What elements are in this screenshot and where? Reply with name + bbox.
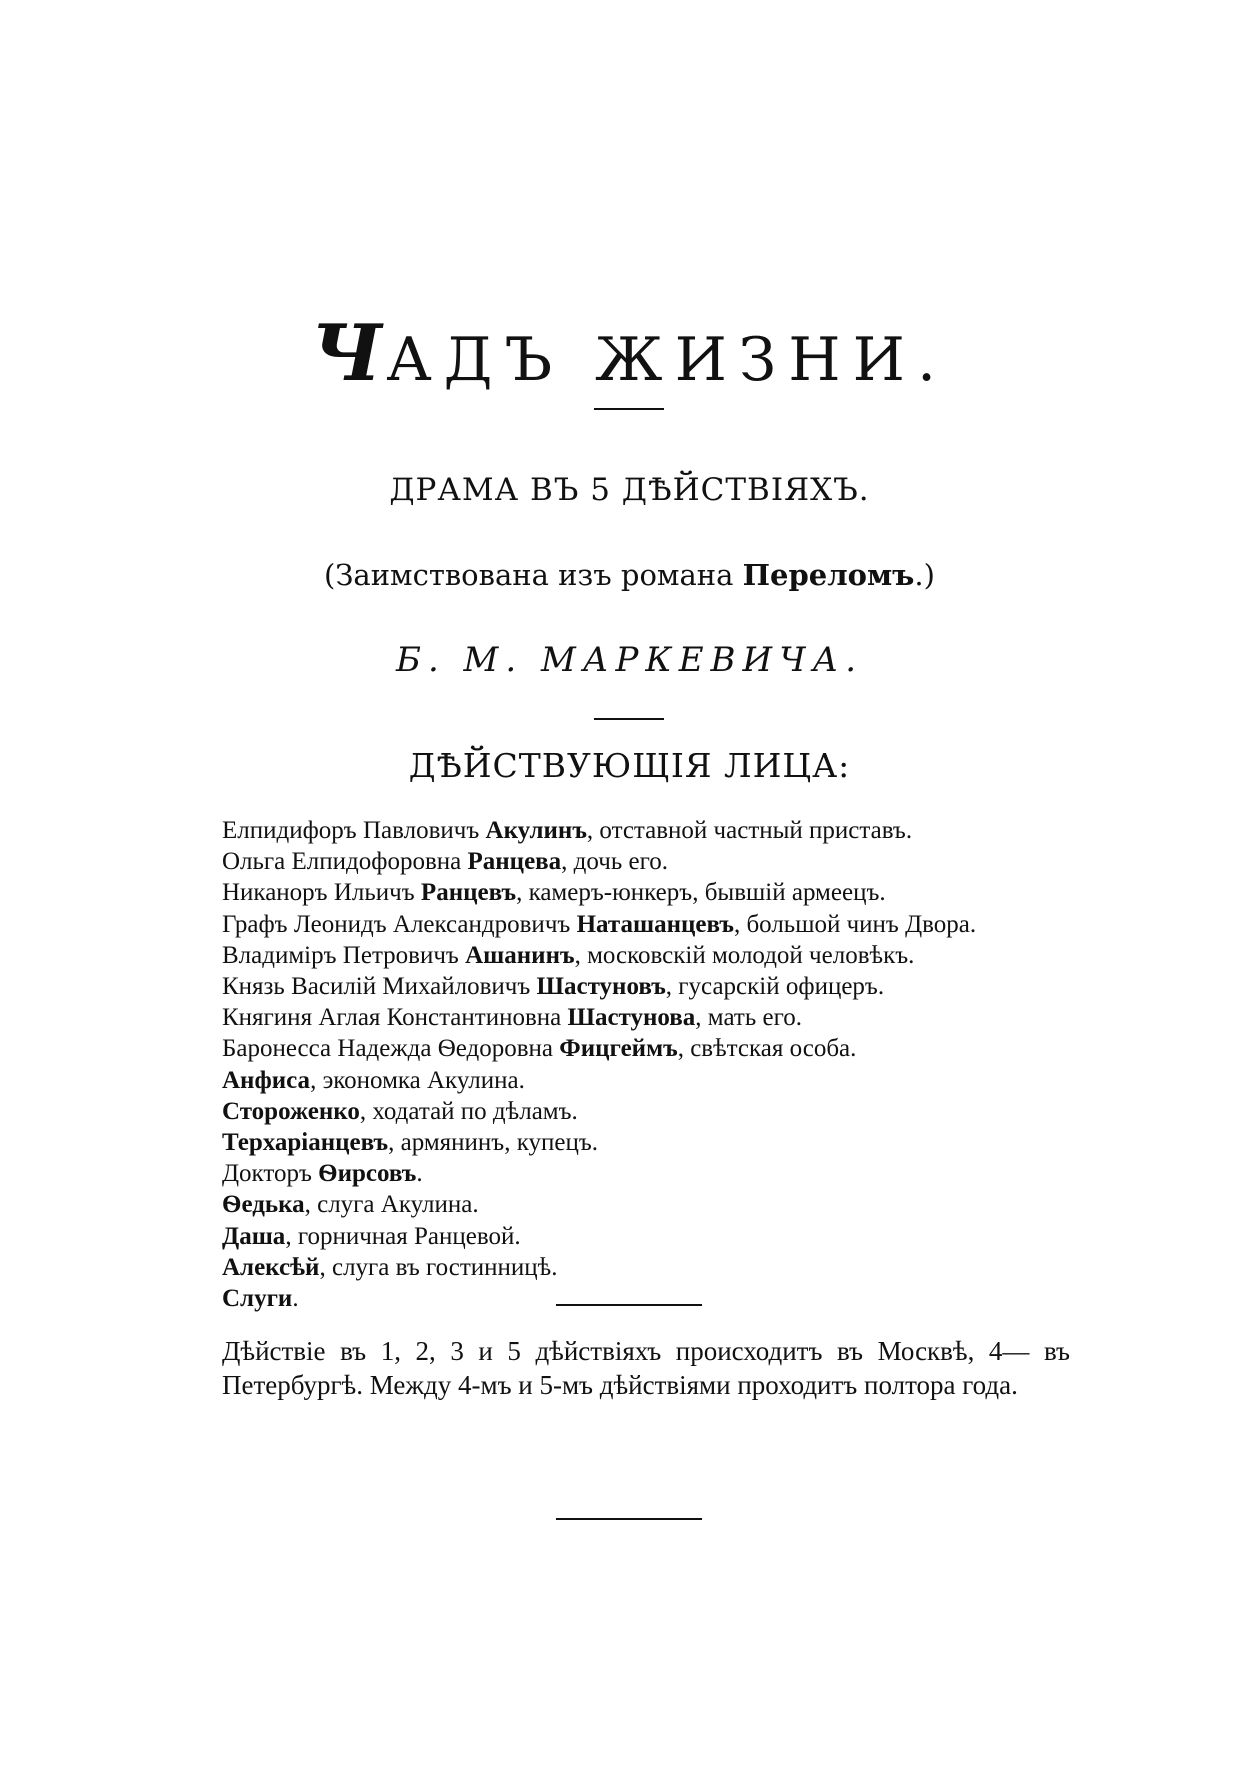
author-line: Б. М. МАРКЕВИЧА. [395, 640, 864, 680]
cast-member-name: Шастуновъ [536, 973, 666, 1001]
cast-member-name: Фицгеймъ [559, 1035, 678, 1063]
cast-member-name: Стороженко [222, 1097, 360, 1125]
cast-member-description: , армянинъ, купецъ. [388, 1129, 599, 1157]
cast-member [222, 909, 1102, 940]
divider-rule [556, 1304, 702, 1306]
cast-member [222, 1033, 1102, 1064]
cast-member-prefix: Владиміръ Петровичъ [222, 941, 466, 969]
cast-member-prefix: Баронесса Надежда Ѳедоровна [222, 1035, 560, 1063]
cast-member-description: , отставной частный приставъ. [586, 817, 913, 844]
source-suffix: .) [914, 558, 935, 592]
cast-member-description: , экономка Акулина. [310, 1066, 525, 1094]
cast-member-prefix: Графъ Леонидъ Александровичъ [222, 910, 577, 938]
cast-member [222, 1002, 1102, 1033]
cast-member-prefix: Ольга Елпидофоровна [222, 848, 468, 876]
cast-member-name: Акулинъ [485, 817, 587, 844]
cast-member-name: Ранцева [467, 848, 562, 876]
cast-member [222, 846, 1102, 877]
cast-member-prefix: Елпидифоръ Павловичъ [222, 817, 486, 844]
cast-member-description: , свѣтская особа. [677, 1035, 857, 1063]
cast-member-name: Слуги [222, 1285, 293, 1313]
cast-member-description: , гусарскій офицеръ. [665, 973, 885, 1001]
divider-rule [556, 1518, 702, 1520]
cast-member [222, 1096, 1102, 1127]
cast-member [222, 1065, 1102, 1096]
cast-member-name: Даша [222, 1222, 286, 1250]
cast-member-name: Ѳедька [222, 1191, 305, 1219]
cast-heading: ДѢЙСТВУЮЩІЯ ЛИЦА: [408, 746, 851, 785]
source-novel: Переломъ [742, 558, 915, 592]
cast-member-description: , камеръ-юнкеръ, бывшій армеецъ. [516, 879, 886, 907]
title-rest: АДЪ ЖИЗНИ. [386, 325, 949, 396]
cast-member-description: , слуга Акулина. [304, 1191, 479, 1219]
cast-member [222, 1221, 1102, 1252]
cast-member-description: , слуга въ гостинницѣ. [319, 1253, 558, 1281]
cast-member-description: , горничная Ранцевой. [285, 1222, 521, 1250]
cast-member [222, 1158, 1102, 1189]
cast-member-description: , дочь его. [561, 848, 668, 876]
cast-member-name: Ранцевъ [420, 879, 517, 907]
cast-member-name: Наташанцевъ [576, 910, 734, 938]
title-initial: Ч [310, 308, 387, 400]
setting-note: Дѣйствіе въ 1, 2, 3 и 5 дѣйствіяхъ происходитъ въ Москвѣ, 4— въ Петербургѣ. Между 4-мъ и 5-мъ дѣйствіями проходитъ полтора года. [222, 1336, 1070, 1400]
cast-member [222, 940, 1102, 971]
divider-rule [594, 408, 664, 410]
cast-member-name: Анфиса [222, 1066, 311, 1094]
cast-member [222, 1252, 1102, 1283]
cast-member [222, 877, 1102, 908]
source-line [0, 558, 1259, 592]
cast-member [222, 1283, 1102, 1314]
cast-member-prefix: Княгиня Аглая Константиновна [222, 1004, 568, 1032]
cast-list [222, 815, 1102, 1314]
cast-member [222, 971, 1102, 1002]
cast-member-name: Терхаріанцевъ [222, 1129, 389, 1157]
cast-member-prefix: Докторъ [222, 1160, 319, 1188]
cast-member-name: Ѳирсовъ [318, 1160, 417, 1188]
cast-member-description: , ходатай по дѣламъ. [359, 1097, 578, 1125]
cast-member [222, 815, 1102, 846]
cast-member-name: Ашанинъ [465, 941, 575, 969]
cast-member [222, 1127, 1102, 1158]
source-prefix: (Заимствована изъ романа [324, 558, 743, 592]
cast-member-description: , мать его. [695, 1004, 802, 1032]
play-title [0, 308, 1259, 399]
cast-member-description: , большой чинъ Двора. [733, 910, 977, 938]
cast-member-name: Алексѣй [222, 1253, 320, 1281]
cast-member-description: . [416, 1160, 423, 1188]
divider-rule [594, 718, 664, 720]
cast-member-description: , московскій молодой человѣкъ. [574, 941, 915, 969]
cast-member-description: . [292, 1285, 299, 1313]
genre-subtitle: ДРАМА ВЪ 5 ДѢЙСТВІЯХЪ. [389, 472, 870, 508]
cast-member-name: Шастунова [567, 1004, 696, 1032]
cast-member-prefix: Князь Василій Михайловичъ [222, 973, 537, 1001]
cast-member-prefix: Никаноръ Ильичъ [222, 879, 421, 907]
cast-member [222, 1189, 1102, 1220]
